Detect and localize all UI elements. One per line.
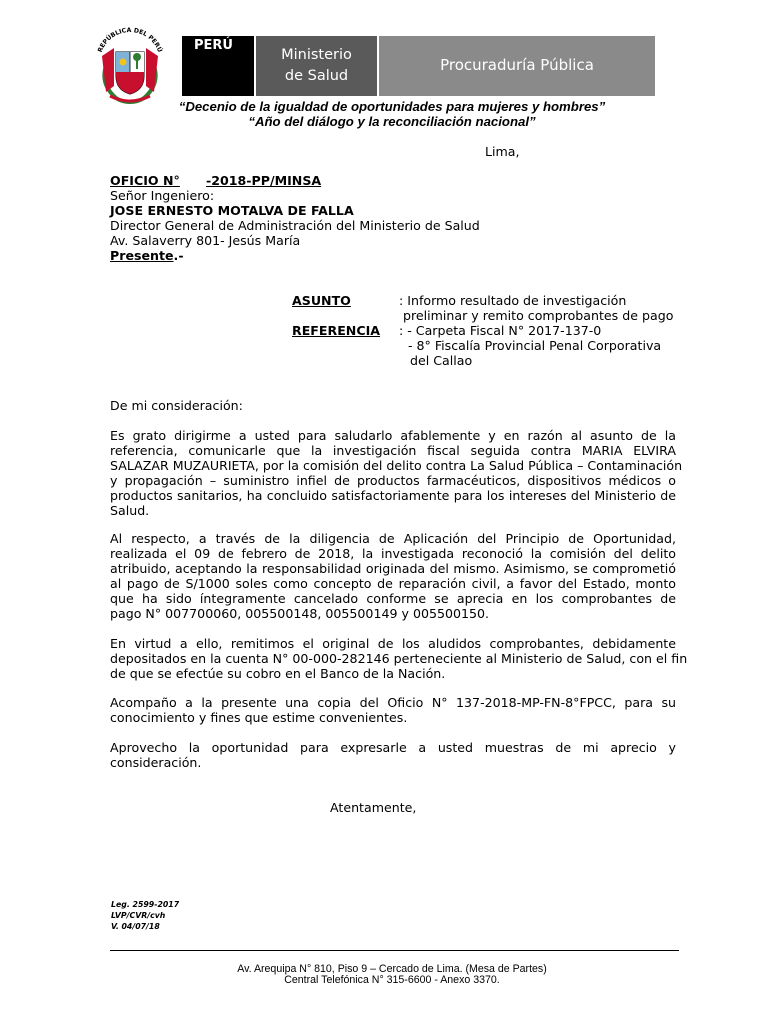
paragraph-line: Acompaño a la presente una copia del Oficio N° 137-2018-MP-FN-8°FPCC, para su: [110, 695, 676, 710]
salutation: Señor Ingeniero:: [110, 188, 215, 203]
asunto-line-2: preliminar y remito comprobantes de pago: [403, 308, 674, 323]
ministry-line-2: de Salud: [284, 68, 349, 84]
referencia-line-2: - 8° Fiscalía Provincial Penal Corporativa: [408, 338, 662, 353]
paragraph-line: Salud.: [110, 503, 150, 518]
recipient-title: Director General de Administración del Ministerio de Salud: [110, 218, 480, 233]
greeting: De mi consideración:: [110, 398, 243, 413]
referencia-line-3: del Callao: [410, 353, 473, 368]
asunto-label: ASUNTO: [292, 293, 351, 308]
paragraph-4: [110, 695, 676, 725]
footer-divider: [110, 950, 679, 951]
svg-text:REPÚBLICA DEL PERÚ: [97, 27, 165, 53]
paragraph-line: referencia, comunicarle que la investigación fiscal seguida contra MARIA ELVIRA: [110, 443, 676, 458]
paragraph-1: [110, 428, 683, 518]
paragraph-3: [110, 636, 688, 681]
asunto-value: [399, 293, 689, 323]
paragraph-line: que ha sido íntegramente cancelado conforme se aprecia en los comprobantes de: [110, 591, 676, 606]
asunto-line-1: : Informo resultado de investigación: [399, 293, 627, 308]
paragraph-line: Al respecto, a través de la diligencia de Aplicación del Principio de Oportunidad,: [110, 531, 676, 546]
paragraph-line: Es grato dirigirme a usted para saludarlo afablemente y en razón al asunto de la: [110, 428, 676, 443]
paragraph-2: [110, 531, 676, 621]
presente-line: [110, 248, 184, 263]
paragraph-line: de que se efectúe su cobro en el Banco de la Nación.: [110, 666, 446, 681]
paragraph-line: y propagación – suministro infiel de productos farmacéuticos, dispositivos médicos o: [110, 473, 676, 488]
paragraph-5: [110, 740, 676, 770]
oficio-number: -2018-PP/MINSA: [206, 173, 322, 188]
closing: Atentamente,: [330, 800, 417, 815]
paragraph-line: consideración.: [110, 755, 202, 770]
paragraph-line: Aprovecho la oportunidad para expresarle a usted muestras de mi aprecio y: [110, 740, 676, 755]
oficio-prefix: OFICIO N°: [110, 173, 180, 188]
place-date: Lima,: [485, 144, 520, 159]
crest-label: REPÚBLICA DEL PERÚ: [96, 26, 164, 54]
referencia-line-1: : - Carpeta Fiscal N° 2017-137-0: [399, 323, 602, 338]
motto-line-1: “Decenio de la igualdad de oportunidades para mujeres y hombres”: [178, 99, 606, 114]
footer-phone: Central Telefónica N° 315-6600 - Anexo 3370.: [284, 974, 500, 986]
paragraph-line: En virtud a ello, remitimos el original de los aludidos comprobantes, debidamente: [110, 636, 676, 651]
paragraph-line: al pago de S/1000 soles como concepto de reparación civil, a favor del Estado, monto: [110, 576, 676, 591]
paragraph-line: conocimiento y fines que estime convenientes.: [110, 710, 408, 725]
referencia-label: REFERENCIA: [292, 323, 381, 338]
paragraph-line: depositados en la cuenta N° 00-000-282146 perteneciente al Ministerio de Salud, con el fin: [110, 651, 688, 666]
ministry-label: [256, 45, 377, 87]
ministry-line-1: Ministerio: [281, 47, 352, 63]
recipient-name: JOSE ERNESTO MOTALVA DE FALLA: [110, 203, 354, 218]
presente-word: Presente: [110, 248, 174, 263]
motto-line-2: “Año del diálogo y la reconciliación nacional”: [248, 114, 536, 129]
reference-code-2: LVP/CVR/cvh: [111, 911, 166, 920]
reference-code-3: V. 04/07/18: [111, 922, 160, 931]
paragraph-line: pago N° 007700060, 005500148, 005500149 y 005500150.: [110, 606, 490, 621]
referencia-value: [399, 323, 689, 368]
paragraph-line: productos sanitarios, ha concluido satisfactoriamente para los intereses del Ministerio de: [110, 488, 676, 503]
peru-coat-of-arms-icon: [92, 26, 168, 106]
paragraph-line: realizada el 09 de febrero de 2018, la investigada reconoció la comisión del delito: [110, 546, 676, 561]
paragraph-line: atribuido, aceptando la responsabilidad originada del mismo. Asimismo, se comprometió: [110, 561, 676, 576]
paragraph-line: SALAZAR MUZAURIETA, por la comisión del delito contra La Salud Pública – Contaminación: [110, 458, 683, 473]
presente-suffix: .-: [173, 248, 184, 263]
footer-address: Av. Arequipa N° 810, Piso 9 – Cercado de Lima. (Mesa de Partes): [237, 963, 547, 975]
office-label: Procuraduría Pública: [440, 56, 594, 74]
recipient-address: Av. Salaverry 801- Jesús María: [110, 233, 301, 248]
reference-code-1: Leg. 2599-2017: [111, 900, 180, 909]
country-label: PERÚ: [194, 38, 233, 53]
